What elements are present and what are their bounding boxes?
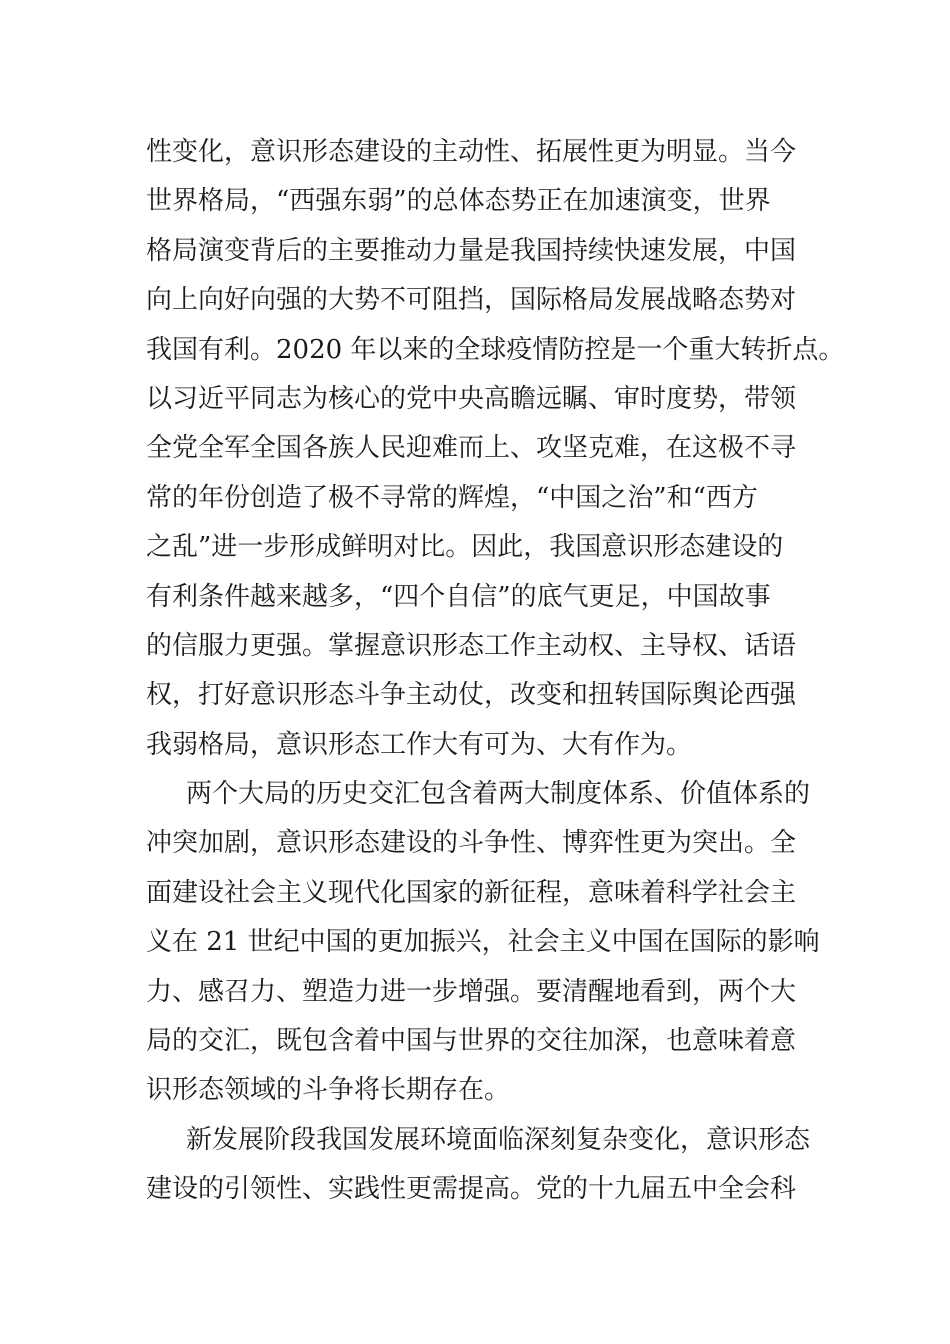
- text-line: 世界格局，“西强东弱”的总体态势正在加速演变，世界: [146, 186, 771, 217]
- paragraph-1: [146, 128, 845, 770]
- text-line: 我弱格局，意识形态工作大有可为、大有作为。: [146, 729, 693, 760]
- text-line: 识形态领域的斗争将长期存在。: [146, 1075, 511, 1106]
- text-line: 权，打好意识形态斗争主动仗，改变和扭转国际舆论西强: [146, 680, 797, 711]
- paragraph-3: [146, 1116, 810, 1215]
- text-line-indented: 两个大局的历史交汇包含着两大制度体系、价值体系的: [186, 779, 811, 810]
- text-line: 建设的引领性、实践性更需提高。党的十九届五中全会科: [146, 1174, 797, 1205]
- text-line-indented: 新发展阶段我国发展环境面临深刻复杂变化，意识形态: [186, 1124, 811, 1155]
- text-line: 格局演变背后的主要推动力量是我国持续快速发展，中国: [146, 235, 797, 266]
- text-line: 以习近平同志为核心的党中央高瞻远瞩、审时度势，带领: [146, 383, 797, 414]
- text-line: 我国有利。2020 年以来的全球疫情防控是一个重大转折点。: [146, 334, 845, 365]
- text-line: 全党全军全国各族人民迎难而上、攻坚克难，在这极不寻: [146, 433, 797, 464]
- text-line: 性变化，意识形态建设的主动性、拓展性更为明显。当今: [146, 137, 797, 167]
- document-body: [146, 128, 845, 1215]
- paragraph-2: [146, 770, 820, 1116]
- text-line: 面建设社会主义现代化国家的新征程，意味着科学社会主: [146, 877, 797, 908]
- text-line: 向上向好向强的大势不可阻挡，国际格局发展战略态势对: [146, 285, 797, 316]
- text-line: 的信服力更强。掌握意识形态工作主动权、主导权、话语: [146, 630, 797, 661]
- text-line: 力、感召力、塑造力进一步增强。要清醒地看到，两个大: [146, 976, 797, 1007]
- text-line: 常的年份创造了极不寻常的辉煌，“中国之治”和“西方: [146, 482, 758, 513]
- text-line: 冲突加剧，意识形态建设的斗争性、博弈性更为突出。全: [146, 828, 797, 859]
- text-line: 有利条件越来越多，“四个自信”的底气更足，中国故事: [146, 581, 771, 612]
- text-line: 之乱”进一步形成鲜明对比。因此，我国意识形态建设的: [146, 532, 784, 563]
- text-line: 局的交汇，既包含着中国与世界的交往加深，也意味着意: [146, 1026, 797, 1057]
- text-line: 义在 21 世纪中国的更加振兴，社会主义中国在国际的影响: [146, 927, 820, 958]
